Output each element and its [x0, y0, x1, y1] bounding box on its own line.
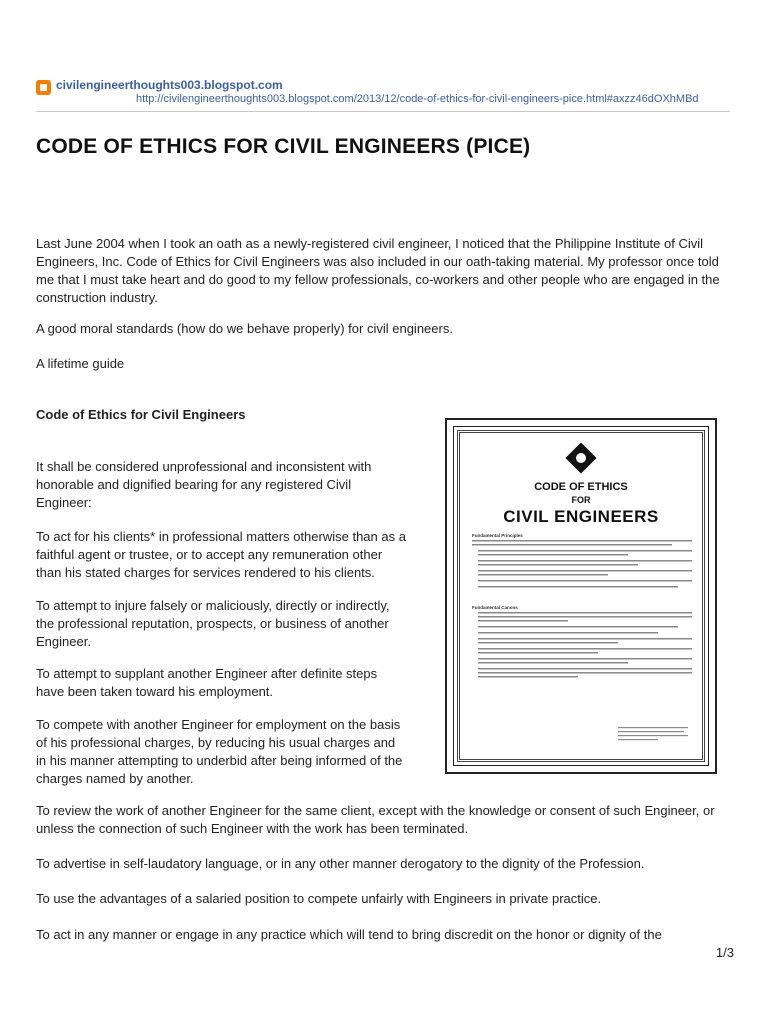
intro-paragraph: Last June 2004 when I took an oath as a newly-registered civil engineer, I noticed that the Philippine Institute of Civil Engineers, Inc. Code of Ethics for Civil Engineers was also included in our oath-taking material. My professor once told me that I must take heart and do good to my fellow professionals, co-workers and other people who are engaged in the construction industry. [36, 236, 720, 305]
code-of-ethics-image [445, 418, 717, 774]
blogger-icon [36, 80, 51, 95]
figure-footnote-lines [618, 725, 688, 745]
body-paragraph: To use the advantages of a salaried position to compete unfairly with Engineers in private practice. [36, 891, 602, 906]
figure-title-line1: CODE OF ETHICS [534, 481, 628, 493]
source-url-link[interactable]: http://civilengineerthoughts003.blogspot.com/2013/12/code-of-ethics-for-civil-engineers-pice.html#axzz46dOXhMBd [136, 93, 699, 105]
pice-emblem-icon [565, 442, 596, 473]
figure-title-line3: CIVIL ENGINEERS [503, 507, 659, 526]
page-number: 1/3 [715, 945, 734, 960]
section-heading: Code of Ethics for Civil Engineers [36, 407, 246, 422]
body-paragraph: To act for his clients* in professional matters otherwise than as a faithful agent or trustee, or to accept any remuneration other than his stated charges for services rendered to his clients. [36, 529, 406, 580]
figure-subheading: Fundamental Principles [472, 533, 523, 538]
figure-subheading: Fundamental Canons [472, 605, 518, 610]
body-paragraph: To review the work of another Engineer for the same client, except with the knowledge or consent of such Engineer, or unless the connection of such Engineer with the work has been terminated. [36, 803, 715, 836]
intro-paragraph: A lifetime guide [36, 356, 125, 371]
body-paragraph: To attempt to injure falsely or maliciously, directly or indirectly, the professional reputation, prospects, or business of another Engineer. [36, 598, 390, 649]
site-link[interactable]: civilengineerthoughts003.blogspot.com [56, 78, 283, 92]
body-paragraph: To attempt to supplant another Engineer after definite steps have been taken toward his employment. [36, 666, 378, 699]
figure-title-line2: FOR [571, 495, 591, 505]
intro-paragraph: A good moral standards (how do we behave properly) for civil engineers. [36, 321, 453, 336]
figure-text-lines [472, 610, 696, 714]
body-paragraph: To advertise in self-laudatory language, or in any other manner derogatory to the dignity of the Profession. [36, 856, 645, 871]
body-paragraph: To compete with another Engineer for employment on the basis of his professional charges, by reducing his usual charges and in his manner attempting to underbid after being informed of the charges named by another. [36, 717, 403, 786]
page-title: CODE OF ETHICS FOR CIVIL ENGINEERS (PICE) [36, 135, 531, 158]
header-divider [36, 111, 730, 112]
figure-fine-print [472, 533, 690, 715]
figure-text-lines [472, 538, 696, 604]
body-paragraph: To act in any manner or engage in any practice which will tend to bring discredit on the honor or dignity of the [36, 927, 662, 942]
body-paragraph: It shall be considered unprofessional and inconsistent with honorable and dignified bearing for any registered Civil Engineer: [36, 459, 372, 510]
